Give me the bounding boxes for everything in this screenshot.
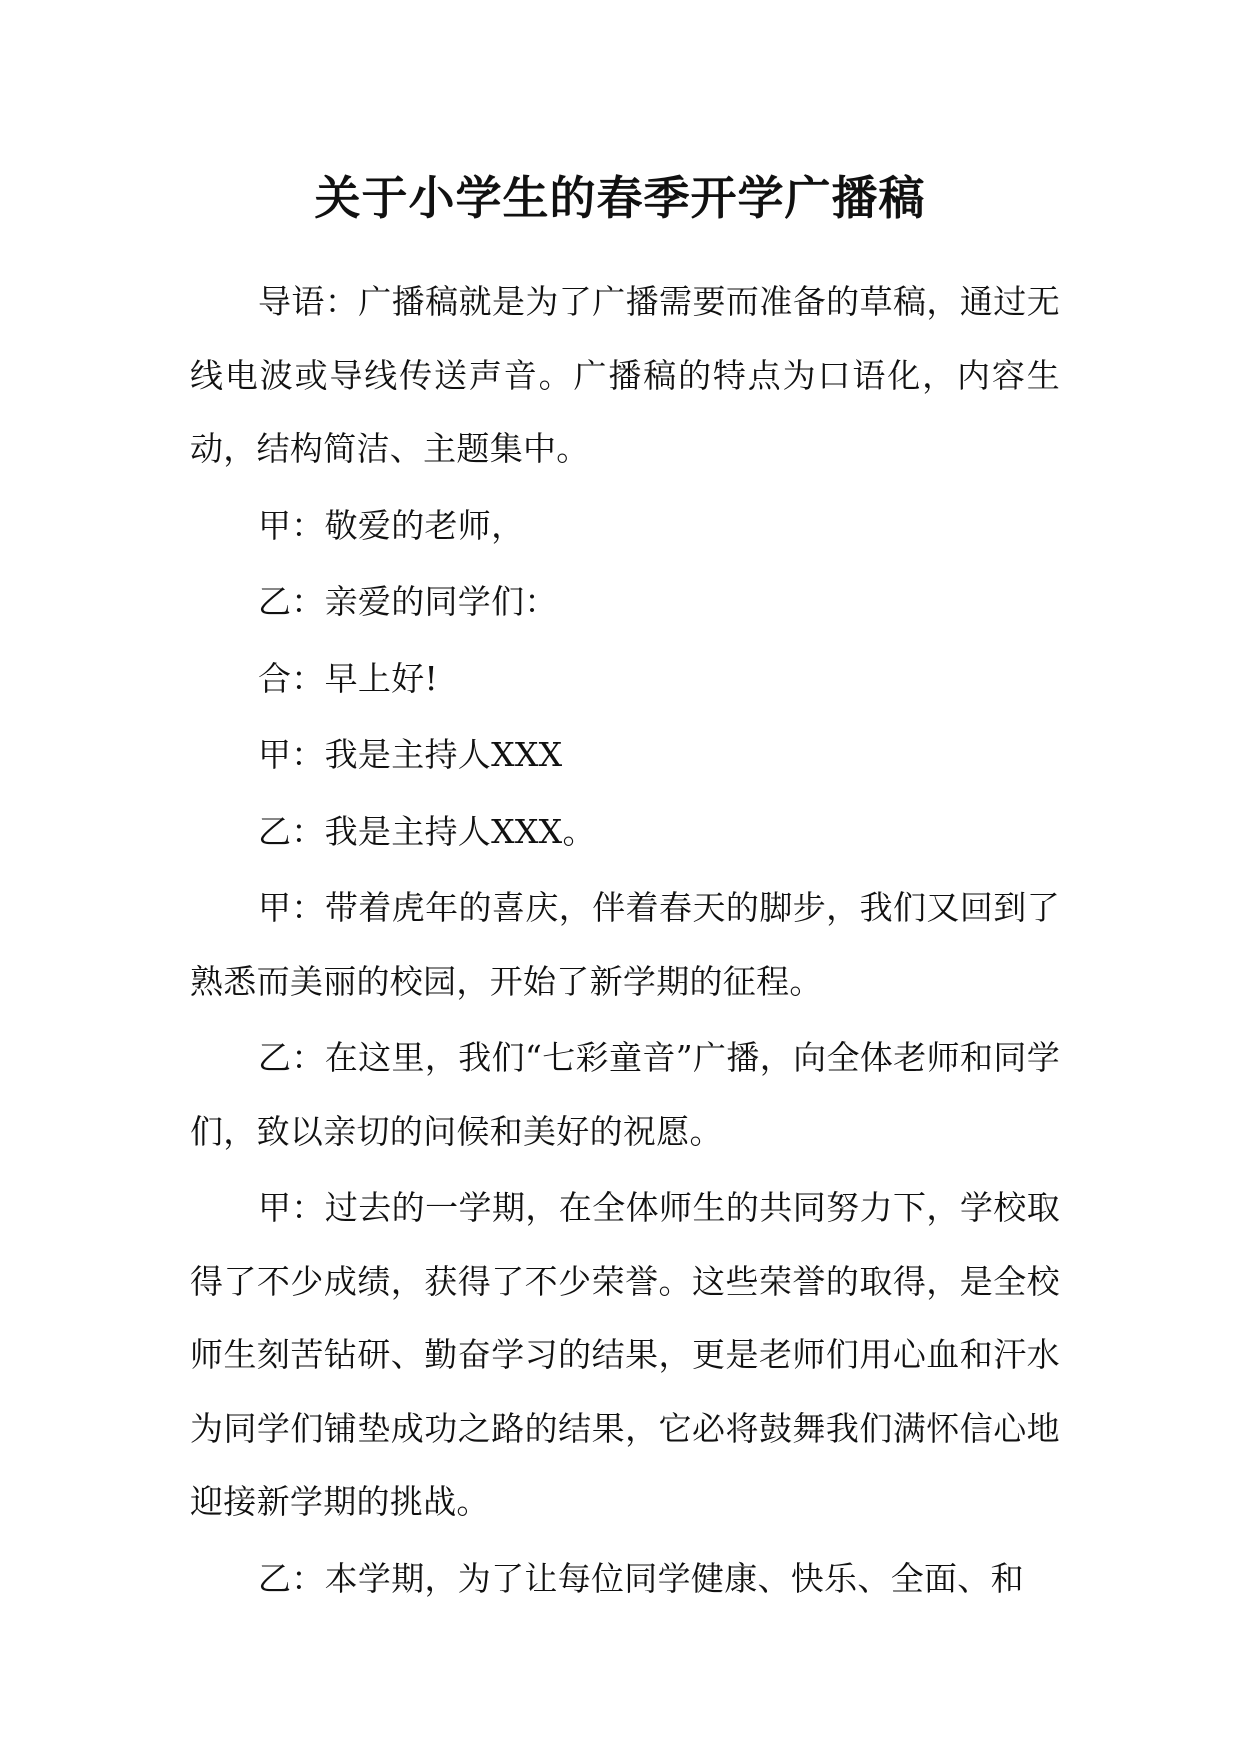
- document-title: 关于小学生的春季开学广播稿: [314, 171, 926, 225]
- paragraph-good-morning: 合：早上好!: [258, 658, 439, 698]
- paragraph-host-b: 乙：我是主持人XXX。: [258, 811, 596, 851]
- document-body: [190, 265, 1060, 1618]
- paragraph-new-semester: 甲：带着虎年的喜庆，伴着春天的脚步，我们又回到了熟悉而美丽的校园，开始了新学期的征程。: [190, 888, 1060, 1001]
- paragraph-intro: 导语：广播稿就是为了广播需要而准备的草稿，通过无线电波或导线传送声音。广播稿的特点为口语化，内容生动，结构简洁、主题集中。: [190, 282, 1060, 468]
- paragraph-greetings-wishes: 乙：在这里，我们“七彩童音”广播，向全体老师和同学们，致以亲切的问候和美好的祝愿。: [190, 1038, 1060, 1151]
- paragraph-this-semester: 乙：本学期，为了让每位同学健康、快乐、全面、和: [258, 1558, 1024, 1598]
- paragraph-greeting-students: 乙：亲爱的同学们：: [258, 582, 558, 621]
- paragraph-greeting-teachers: 甲：敬爱的老师，: [258, 505, 525, 545]
- paragraph-host-a: 甲：我是主持人XXX: [258, 735, 563, 774]
- paragraph-last-semester: 甲：过去的一学期，在全体师生的共同努力下，学校取得了不少成绩，获得了不少荣誉。这些荣誉的取得，是全校师生刻苦钻研、勤奋学习的结果，更是老师们用心血和汗水为同学们铺垫成功之路的结果，它必将鼓舞我们满怀信心地迎接新学期的挑战。: [190, 1188, 1060, 1521]
